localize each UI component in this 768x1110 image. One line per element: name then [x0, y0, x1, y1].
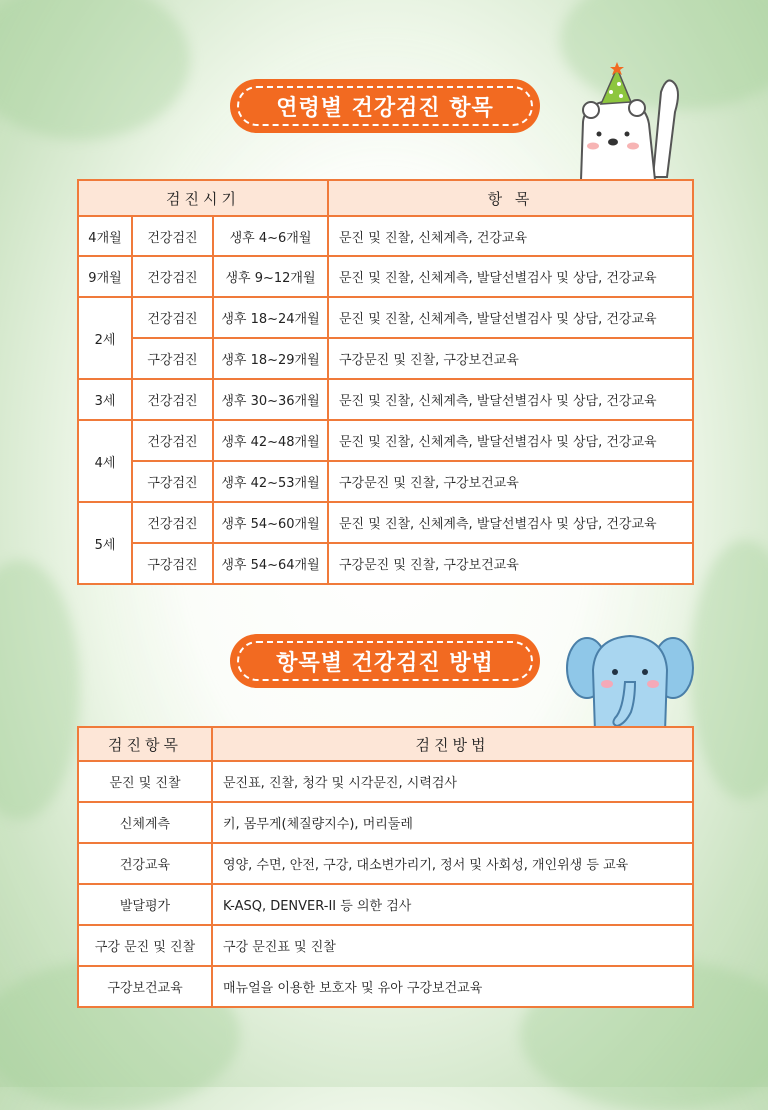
item-cell: 건강교육: [78, 843, 212, 884]
table-row: [78, 966, 693, 1007]
section2-title-banner: [232, 636, 538, 686]
party-bear-illustration: [575, 62, 685, 180]
item-cell: 신체계측: [78, 802, 212, 843]
type-cell: 건강검진: [132, 256, 213, 297]
age-cell: 4개월: [78, 216, 132, 256]
items-cell: 문진 및 진찰, 신체계측, 발달선별검사 및 상담, 건강교육: [328, 297, 693, 338]
months-cell: 생후 42~53개월: [213, 461, 328, 502]
table-row: [78, 338, 693, 379]
age-cell: 2세: [78, 297, 132, 379]
header-item: 검진항목: [78, 727, 212, 761]
table-row: [78, 216, 693, 256]
table-row: [78, 843, 693, 884]
method-cell: 매뉴얼을 이용한 보호자 및 유아 구강보건교육: [212, 966, 693, 1007]
age-cell: 9개월: [78, 256, 132, 297]
method-table: [77, 726, 694, 1008]
type-cell: 구강검진: [132, 461, 213, 502]
table-row: [78, 256, 693, 297]
months-cell: 생후 4~6개월: [213, 216, 328, 256]
type-cell: 건강검진: [132, 297, 213, 338]
items-cell: 문진 및 진찰, 신체계측, 발달선별검사 및 상담, 건강교육: [328, 502, 693, 543]
type-cell: 건강검진: [132, 216, 213, 256]
header-method: 검진방법: [212, 727, 693, 761]
method-cell: K-ASQ, DENVER-II 등 의한 검사: [212, 884, 693, 925]
age-cell: 4세: [78, 420, 132, 502]
items-cell: 문진 및 진찰, 신체계측, 발달선별검사 및 상담, 건강교육: [328, 379, 693, 420]
table-row: [78, 420, 693, 461]
method-cell: 영양, 수면, 안전, 구강, 대소변가리기, 정서 및 사회성, 개인위생 등 교육: [212, 843, 693, 884]
table-row: [78, 761, 693, 802]
type-cell: 구강검진: [132, 543, 213, 584]
header-period: 검진시기: [78, 180, 328, 216]
item-cell: 구강 문진 및 진찰: [78, 925, 212, 966]
item-cell: 구강보건교육: [78, 966, 212, 1007]
type-cell: 건강검진: [132, 420, 213, 461]
months-cell: 생후 9~12개월: [213, 256, 328, 297]
item-cell: 문진 및 진찰: [78, 761, 212, 802]
items-cell: 구강문진 및 진찰, 구강보건교육: [328, 543, 693, 584]
items-cell: 문진 및 진찰, 신체계측, 발달선별검사 및 상담, 건강교육: [328, 420, 693, 461]
table-row: [78, 543, 693, 584]
header-items: 항 목: [328, 180, 693, 216]
item-cell: 발달평가: [78, 884, 212, 925]
months-cell: 생후 18~29개월: [213, 338, 328, 379]
months-cell: 생후 54~64개월: [213, 543, 328, 584]
table-row: [78, 884, 693, 925]
age-checkup-table: [77, 179, 694, 585]
elephant-illustration: [565, 620, 695, 732]
type-cell: 구강검진: [132, 338, 213, 379]
age-cell: 5세: [78, 502, 132, 584]
months-cell: 생후 30~36개월: [213, 379, 328, 420]
method-cell: 구강 문진표 및 진찰: [212, 925, 693, 966]
section1-title-banner: [232, 81, 538, 131]
items-cell: 문진 및 진찰, 신체계측, 발달선별검사 및 상담, 건강교육: [328, 256, 693, 297]
table-row: [78, 297, 693, 338]
table-row: [78, 925, 693, 966]
type-cell: 건강검진: [132, 502, 213, 543]
table-row: [78, 379, 693, 420]
months-cell: 생후 42~48개월: [213, 420, 328, 461]
items-cell: 구강문진 및 진찰, 구강보건교육: [328, 461, 693, 502]
items-cell: 문진 및 진찰, 신체계측, 건강교육: [328, 216, 693, 256]
section1-title: 연령별 건강검진 항목: [276, 95, 494, 121]
table-row: [78, 502, 693, 543]
months-cell: 생후 54~60개월: [213, 502, 328, 543]
months-cell: 생후 18~24개월: [213, 297, 328, 338]
method-cell: 키, 몸무게(체질량지수), 머리둘레: [212, 802, 693, 843]
method-cell: 문진표, 진찰, 청각 및 시각문진, 시력검사: [212, 761, 693, 802]
table-row: [78, 461, 693, 502]
section2-title: 항목별 건강검진 방법: [276, 650, 494, 676]
age-cell: 3세: [78, 379, 132, 420]
items-cell: 구강문진 및 진찰, 구강보건교육: [328, 338, 693, 379]
table-row: [78, 802, 693, 843]
type-cell: 건강검진: [132, 379, 213, 420]
